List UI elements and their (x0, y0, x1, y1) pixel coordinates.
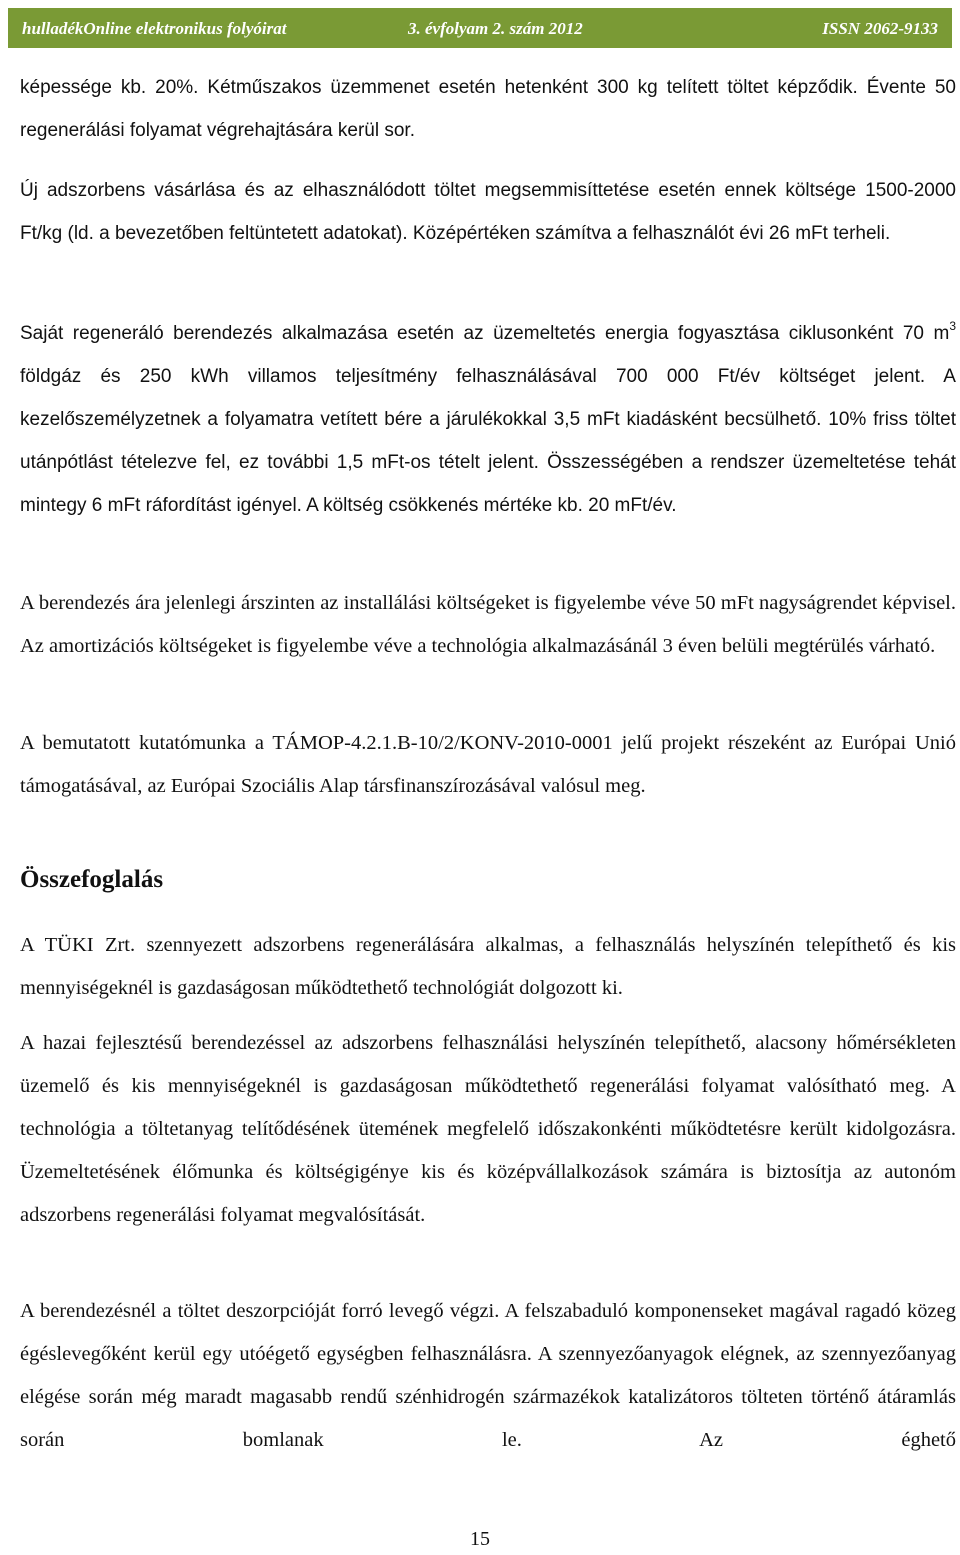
paragraph-6-block (20, 924, 956, 1010)
section-heading: Összefoglalás (20, 866, 164, 893)
paragraph-1-block (20, 66, 956, 152)
paragraph-2: Új adszorbens vásárlása és az elhasználódott töltet megsemmisíttetése esetén ennek költsége 1500-2000 Ft/kg (ld. a bevezetőben feltüntetett adatokat). Középértéken számítva a felhasználót évi 26 mFt terheli. (20, 180, 956, 244)
paragraph-1: képessége kb. 20%. Kétműszakos üzemmenet esetén hetenként 300 kg telített töltet képződik. Évente 50 regenerálási folyamat végrehajtására kerül sor. (20, 77, 956, 141)
paragraph-3-part-2: földgáz és 250 kWh villamos teljesítmény felhasználásával 700 000 Ft/év költséget jelent. A kezelőszemélyzetnek a folyamatra vetített bére a járulékokkal 3,5 mFt kiadásként becsülhető. 10% friss töltet utánpótlást tételezve fel, ez további 1,5 mFt-os tételt jelent. Összességében a rendszer üzemeltetése tehát mintegy 6 mFt ráfordítást igényel. A költség csökkenés mértéke kb. 20 mFt/év. (20, 366, 956, 516)
paragraph-4-block (20, 582, 956, 668)
paragraph-6: A TÜKI Zrt. szennyezett adszorbens regenerálására alkalmas, a felhasználás helyszínén telepíthető és kis mennyiségeknél is gazdaságosan működtethető technológiát dolgozott ki. (20, 934, 956, 999)
journal-title: hulladékOnline elektronikus folyóirat (22, 19, 287, 38)
paragraph-3-part-1: Saját regeneráló berendezés alkalmazása esetén az üzemeltetés energia fogyasztása ciklusonként 70 m (20, 323, 950, 344)
issue-info: 3. évfolyam 2. szám 2012 (408, 19, 583, 38)
paragraph-2-block (20, 169, 956, 255)
paragraph-5-block (20, 722, 956, 808)
paragraph-3 (20, 312, 956, 527)
journal-header (8, 8, 952, 48)
issn: ISSN 2062-9133 (822, 19, 938, 38)
paragraph-3-block (20, 312, 956, 527)
paragraph-5: A bemutatott kutatómunka a TÁMOP-4.2.1.B-10/2/KONV-2010-0001 jelű projekt részeként az Európai Unió támogatásával, az Európai Szociális Alap társfinanszírozásával valósul meg. (20, 732, 956, 797)
paragraph-8: A berendezésnél a töltet deszorpcióját forró levegő végzi. A felszabaduló komponenseket magával ragadó közeg égéslevegőként kerül egy utóégető egységben felhasználásra. A szennyezőanyagok elégnek, az szennyezőanyag elégése során még maradt magasabb rendű szénhidrogén származékok katalizátoros tölteten történő átáramlás során bomlanak le. Az éghető (20, 1300, 956, 1451)
paragraph-7-block (20, 1022, 956, 1237)
paragraph-8-block (20, 1290, 956, 1462)
page-number: 15 (470, 1528, 490, 1550)
superscript-3: 3 (949, 319, 956, 333)
paragraph-7: A hazai fejlesztésű berendezéssel az adszorbens felhasználási helyszínén telepíthető, alacsony hőmérsékleten üzemelő és kis mennyiségeknél is gazdaságosan működtethető regenerálási folyamat valósítható meg. A technológia a töltetanyag telítődésének ütemének megfelelő időszakonkénti működtetésre került kidolgozásra. Üzemeltetésének élőmunka és költségigénye kis és középvállalkozások számára is biztosítja az autonóm adszorbens regenerálási folyamat megvalósítását. (20, 1032, 956, 1226)
paragraph-4: A berendezés ára jelenlegi árszinten az installálási költségeket is figyelembe véve 50 mFt nagyságrendet képvisel. Az amortizációs költségeket is figyelembe véve a technológia alkalmazásánál 3 éven belüli megtérülés várható. (20, 592, 956, 657)
